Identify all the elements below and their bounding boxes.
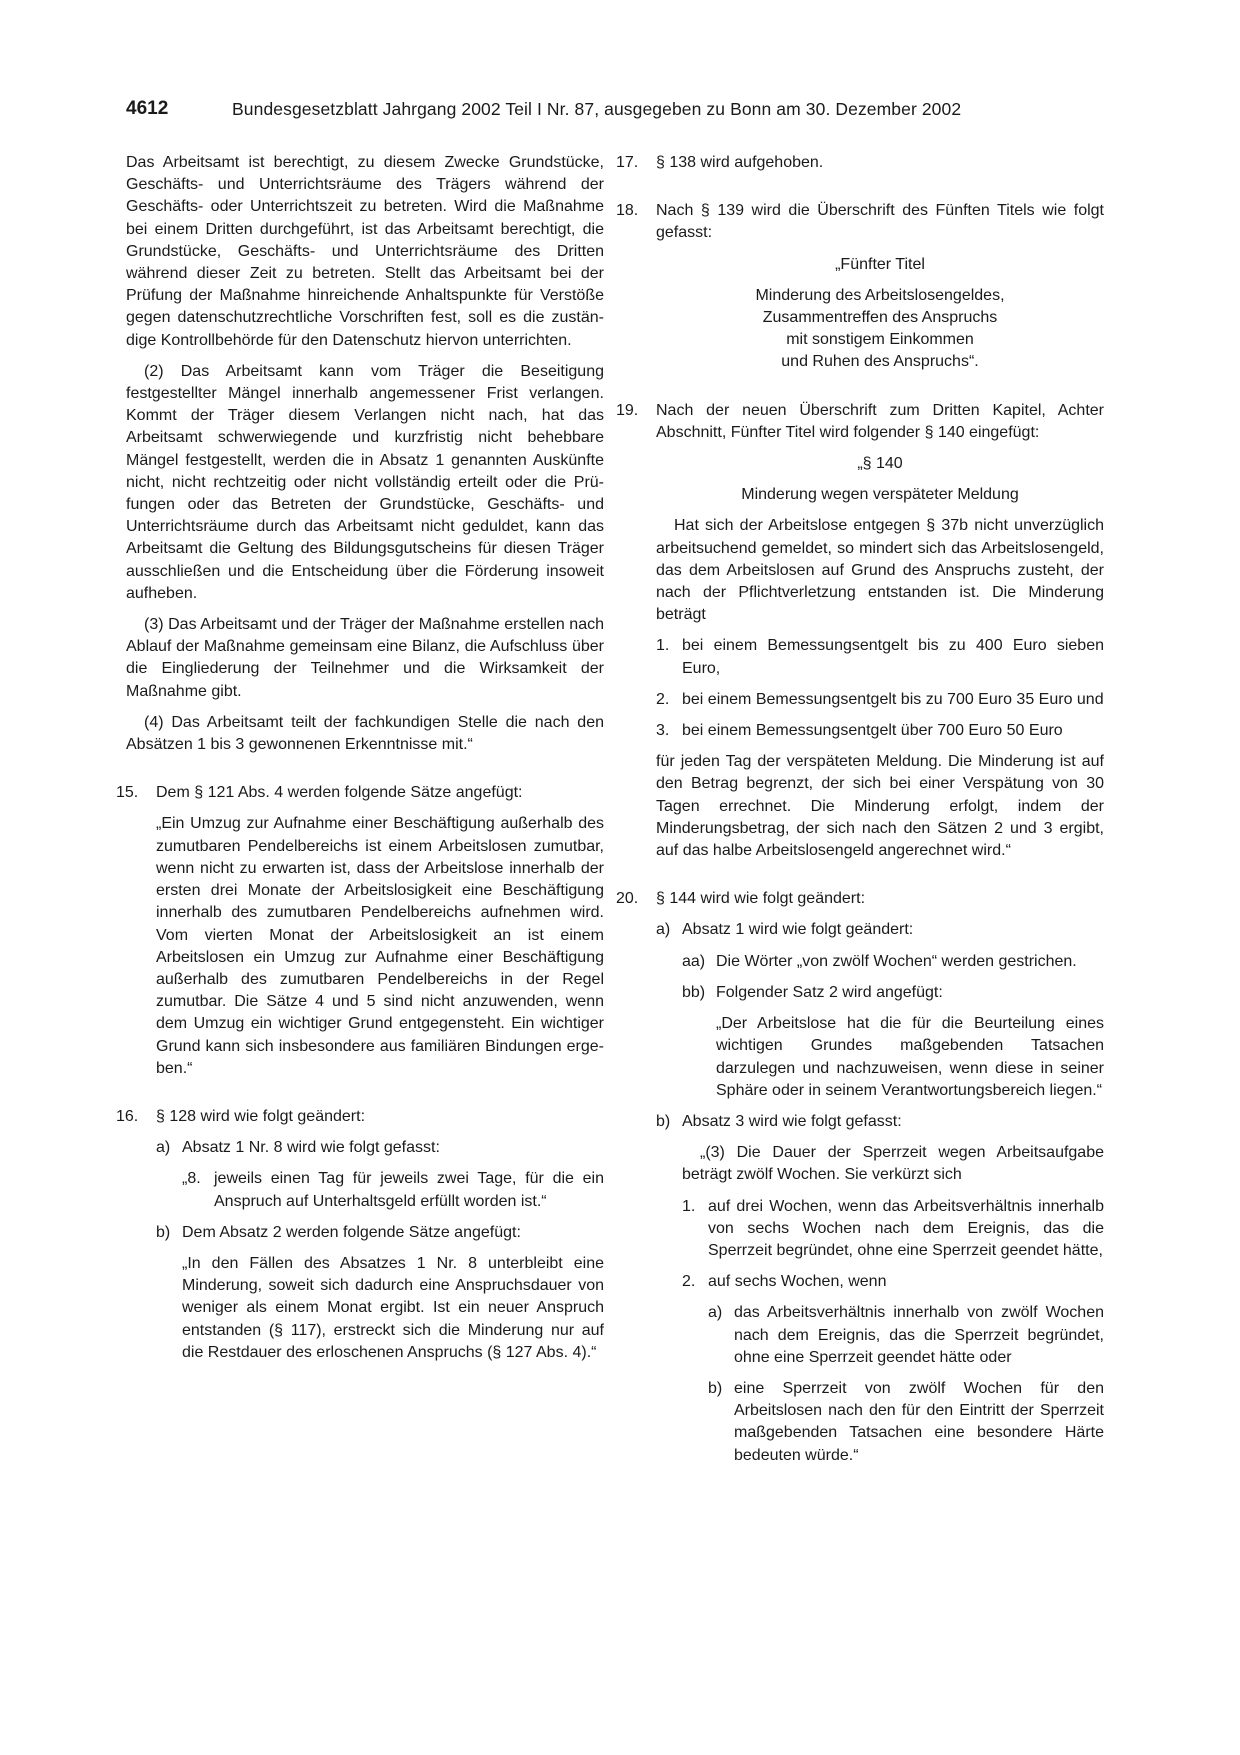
- amendment-number: 17.: [616, 154, 639, 171]
- sub-label: a): [708, 1304, 723, 1322]
- amendment-number: 18.: [616, 202, 639, 220]
- list-text: auf sechs Wochen, wenn: [708, 1273, 887, 1291]
- subheading-line: Minderung des Arbeitslosengeldes,: [755, 286, 1005, 304]
- list-item: [682, 1271, 1104, 1467]
- sub-label: a): [656, 921, 671, 939]
- subheading-line: mit sonstigem Einkommen: [786, 331, 974, 349]
- paragraph-4: (4) Das Arbeitsamt teilt der fachkundigen Stelle die nach den Absätzen 1 bis 3 gewonnenen Erkenntnisse mit.“: [126, 713, 604, 754]
- amendment-text: Dem § 121 Abs. 4 werden folgende Sätze angefügt:: [156, 784, 523, 802]
- sub-item-aa: [682, 951, 1104, 973]
- subheading-line: und Ruhen des Anspruchs“.: [781, 353, 979, 371]
- list-item: [656, 635, 1104, 679]
- quote-text: „Der Arbeitslose hat die für die Beurteilung eines wichtigen Grundes maßgebenden Tatsachen darzulegen und nachzuweisen, wenn diese in seiner Sphäre oder in seinem Verantwortungsbereich liegen.“: [716, 1015, 1104, 1099]
- sub-text: das Arbeitsverhältnis innerhalb von zwölf Wochen nach dem Ereignis, das die Sperrzeit begründet, ohne eine Sperrzeit geendet hätte oder: [734, 1304, 1104, 1366]
- list-number: 3.: [656, 722, 670, 740]
- amendment-text: Nach der neuen Überschrift zum Dritten Kapitel, Achter Abschnitt, Fünfter Titel wird folgender § 140 eingefügt:: [656, 401, 1104, 441]
- subheading-line: Zusammentreffen des Anspruchs: [762, 309, 998, 327]
- amendment-quote: „Ein Umzug zur Aufnahme einer Beschäftigung außerhalb des zumutbaren Pendelbereichs ist einem Arbeitslosen zumutbar, wenn nicht zu erwarten ist, dass der Arbeitslose innerhalb der ersten drei Monate der Arbeitslosigkeit eine Beschäftigung innerhalb des zumutbaren Pendelbereichs aufnehmen wird. Vom vierten Monat der Arbeitslosigkeit an ist einem Arbeitslosen ein Umzug zur Aufnahme einer Beschäftigung außerhalb des zumutbaren Pendelbereichs in der Regel zumutbar. Die Sätze 4 und 5 sind nicht anzuwenden, wenn dem Umzug ein wichtiger Grund entgegensteht. Ein wichtiger Grund kann sich insbesondere aus familiären Bindungen ergeben.“: [156, 815, 604, 1077]
- quote-item-8: [182, 1168, 604, 1212]
- sub-item-b: [708, 1378, 1104, 1467]
- list-item: [656, 689, 1104, 711]
- sub-text: Die Wörter „von zwölf Wochen“ werden gestrichen.: [716, 952, 1077, 970]
- sub-item-a: [656, 919, 1104, 1101]
- paragraph-2: (2) Das Arbeitsamt kann vom Träger die Beseitigung festgestellter Mängel innerhalb angemessener Frist verlangen. Kommt der Träger diesem Verlangen nicht nach, hat das Arbeitsamt schwerwiegende und kurzfristig nicht behebbare Mängel festgestellt, werden die in Absatz 1 genannten Auskünfte nicht, nicht rechtzeitig oder nicht vollständig erteilt oder die Prüfungen oder das Betreten der Grundstücke, Geschäfts- und Unterrichtsräume durch das Arbeitsamt nicht geduldet, kann das Arbeitsamt die Geltung des Bildungsgutscheins für diesen Träger ausschließen und die Entscheidung über die Förderung insoweit aufheben.: [126, 362, 604, 602]
- list-text: bei einem Bemessungsentgelt bis zu 700 Euro 35 Euro und: [682, 690, 1104, 708]
- list-item: [682, 1196, 1104, 1263]
- sub-item-b: [656, 1111, 1104, 1467]
- sub-label: b): [156, 1223, 171, 1241]
- sub-text: Absatz 1 wird wie folgt geändert:: [682, 921, 914, 939]
- amendment-number: 20.: [616, 890, 639, 908]
- quote-text: jeweils einen Tag für jeweils zwei Tage, für die ein Anspruch auf Unterhaltsgeld erfüllt worden ist.“: [214, 1170, 604, 1210]
- sub-text: Dem Absatz 2 werden folgende Sätze angefügt:: [182, 1223, 521, 1241]
- sub-item-b: [156, 1222, 604, 1364]
- sub-label: b): [656, 1112, 671, 1130]
- title-heading: „Fünfter Titel: [835, 255, 925, 273]
- amendment-20: [616, 888, 1104, 1466]
- sub-text: Absatz 3 wird wie folgt gefasst:: [682, 1112, 902, 1130]
- section-number: „§ 140: [857, 455, 903, 473]
- amendment-number: 16.: [116, 1107, 139, 1125]
- list-text: auf drei Wochen, wenn das Arbeitsverhältnis innerhalb von sechs Wochen nach dem Ereignis, das die Sperrzeit begründet, ohne eine Sperrzeit geendet hätte,: [708, 1197, 1104, 1259]
- left-column: [116, 152, 604, 1364]
- amendment-16: [116, 1106, 604, 1364]
- amendment-15: [116, 782, 604, 1080]
- section-body: Hat sich der Arbeitslose entgegen § 37b nicht unverzüglich arbeitsuchend gemeldet, so mindert sich das Arbeitslosengeld, das dem Arbeitslosen auf Grund des Anspruchs zusteht, der nach der Pflichtverletzung entstanden ist. Die Minderung beträgt: [656, 517, 1104, 624]
- section-title: Minderung wegen verspäteter Meldung: [741, 486, 1019, 504]
- sub-text: eine Sperrzeit von zwölf Wochen für den Arbeitslosen nach den für den Eintritt der Sperrzeit maßgebenden Tatsachen eine besondere Härte bedeuten würde.“: [734, 1379, 1104, 1464]
- sub-item-a: [156, 1137, 604, 1213]
- list-text: bei einem Bemessungsentgelt über 700 Euro 50 Euro: [682, 722, 1063, 740]
- gazette-title: Bundesgesetzblatt Jahrgang 2002 Teil I Nr. 87, ausgegeben zu Bonn am 30. Dezember 2002: [232, 99, 962, 119]
- paragraph-3: (3) Das Arbeitsamt und der Träger der Maßnahme erstellen nach Ablauf der Maßnahme gemeinsam eine Bilanz, die Aufschluss über die Eingliederung der Teilnehmer und die Wirksamkeit der Maßnahme gibt.: [126, 616, 604, 700]
- list-number: 2.: [656, 690, 670, 708]
- quote-text: „(3) Die Dauer der Sperrzeit wegen Arbeitsaufgabe beträgt zwölf Wochen. Sie verkürzt sich: [682, 1144, 1104, 1184]
- title-subheading: [656, 285, 1104, 374]
- page-number: 4612: [126, 98, 169, 119]
- sub-label: b): [708, 1379, 723, 1397]
- section-tail: für jeden Tag der verspäteten Meldung. Die Minderung ist auf den Betrag begrenzt, der sich bei einer Verspätung von 30 Tagen errechnet. Die Minderung erfolgt, indem der Minderungsbetrag, der sich nach den Sätzen 2 und 3 ergibt, auf das halbe Arbeitslosengeld angerechnet wird.“: [656, 753, 1104, 860]
- amendment-18: [616, 200, 1104, 373]
- sub-item-bb: [682, 982, 1104, 1102]
- sub-item-a: [708, 1302, 1104, 1369]
- sub-text: Absatz 1 Nr. 8 wird wie folgt gefasst:: [182, 1139, 440, 1157]
- amendment-17: [616, 152, 1104, 174]
- sub-label: aa): [682, 952, 706, 970]
- sub-label: bb): [682, 983, 706, 1001]
- amendment-19: [616, 400, 1104, 863]
- list-number: 1.: [656, 637, 670, 655]
- amendment-text: § 144 wird wie folgt geändert:: [656, 890, 866, 908]
- list-text: bei einem Bemessungsentgelt bis zu 400 Euro sieben Euro,: [682, 637, 1104, 677]
- list-number: 1.: [682, 1197, 696, 1215]
- sub-label: a): [156, 1139, 171, 1157]
- amendment-text: Nach § 139 wird die Überschrift des Fünften Titels wie folgt gefasst:: [656, 202, 1104, 242]
- amendment-text: § 128 wird wie folgt geändert:: [156, 1107, 366, 1125]
- quote-text: „In den Fällen des Absatzes 1 Nr. 8 unterbleibt eine Minderung, soweit sich dadurch eine Anspruchsdauer von weniger als einem Monat ergibt. Ist ein neuer Anspruch entstanden (§ 117), erstreckt sich die Minderung nur auf die Restdauer des erloschenen Anspruchs (§ 127 Abs. 4).“: [182, 1254, 604, 1361]
- page-header: [126, 98, 1116, 128]
- intro-paragraph: Das Arbeitsamt ist berechtigt, zu diesem Zwecke Grundstücke, Geschäfts- und Unterrichtsräume des Trägers während der Geschäfts- oder Unterrichtszeit zu betreten. Wird die Maßnahme bei einem Dritten durchgeführt, ist das Arbeitsamt berechtigt, die Grundstücke, Geschäfts- und Unterrichtsräume des Dritten während dieser Zeit zu betreten. Stellt das Arbeitsamt bei der Prüfung der Maßnahme hinreichende Anhaltspunkte für Verstöße gegen datenschutzrechtliche Vorschriften fest, soll es die zuständige Kontrollbehörde für den Datenschutz hiervon unterrichten.: [126, 154, 604, 349]
- amendment-number: 19.: [616, 401, 639, 419]
- sub-text: Folgender Satz 2 wird angefügt:: [716, 983, 943, 1001]
- list-number: 2.: [682, 1273, 696, 1291]
- amendment-text: § 138 wird aufgehoben.: [656, 154, 824, 171]
- list-item: [656, 720, 1104, 742]
- amendment-number: 15.: [116, 784, 139, 802]
- right-column: [616, 152, 1104, 1467]
- quote-number: „8.: [182, 1170, 201, 1188]
